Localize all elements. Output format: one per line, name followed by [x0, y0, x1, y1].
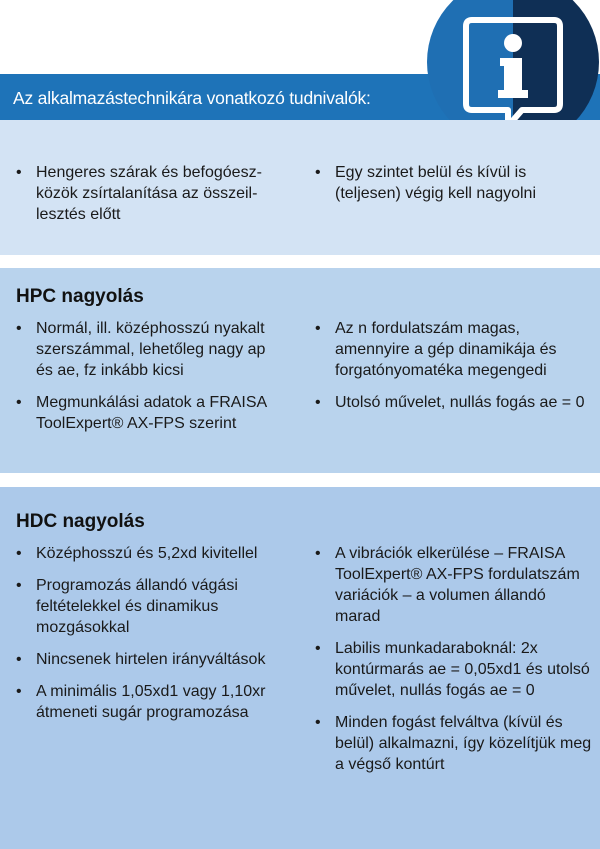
- hpc-section: [0, 268, 600, 473]
- list-item: • Az n fordulatszám magas, amennyire a gép dinamikája és forgatónyomatéka megengedi: [313, 318, 593, 381]
- list-item: • Labilis munkadaraboknál: 2x kontúrmarás ae = 0,05xd1 és utolsó művelet, nullás fogás ae = 0: [313, 638, 593, 701]
- list-item: • Normál, ill. középhosszú nyakalt szerszámmal, lehetőleg nagy ap és ae, fz inkább kicsi: [14, 318, 284, 381]
- page-title: Az alkalmazástechnikára vonatkozó tudnivalók:: [13, 88, 371, 108]
- intro-section: [0, 120, 600, 255]
- list-item: • Programozás állandó vágási feltételekkel és dinamikus mozgásokkal: [14, 575, 284, 638]
- list-item: • A minimális 1,05xd1 vagy 1,10xr átmeneti sugár programozása: [14, 681, 284, 723]
- section-title-hpc: HPC nagyolás: [16, 286, 144, 307]
- intro-right-column: [313, 162, 593, 215]
- list-item: • Középhosszú és 5,2xd kivitellel: [14, 543, 284, 564]
- list-item: • Nincsenek hirtelen irányváltások: [14, 649, 284, 670]
- hdc-right-column: [313, 543, 593, 786]
- list-item: • Minden fogást felváltva (kívül és belül) alkalmazni, így közelítjük meg a végső kontúrt: [313, 712, 593, 775]
- hpc-left-column: [14, 318, 284, 445]
- list-item: • A vibrációk elkerülése – FRAISA ToolExpert® AX-FPS fordulatszám variációk – a volumen állandó marad: [313, 543, 593, 627]
- hdc-section: [0, 487, 600, 849]
- section-title-hdc: HDC nagyolás: [16, 511, 145, 532]
- hdc-left-column: [14, 543, 284, 734]
- list-item: • Megmunkálási adatok a FRAISA ToolExpert® AX-FPS szerint: [14, 392, 284, 434]
- list-item: • Hengeres szárak és befogóeszközök zsírtalanítása az összeillesztés előtt: [14, 162, 284, 225]
- list-item: • Egy szintet belül és kívül is (teljesen) végig kell nagyolni: [313, 162, 593, 204]
- hpc-right-column: [313, 318, 593, 424]
- list-item: • Utolsó művelet, nullás fogás ae = 0: [313, 392, 593, 413]
- intro-left-column: [14, 162, 284, 236]
